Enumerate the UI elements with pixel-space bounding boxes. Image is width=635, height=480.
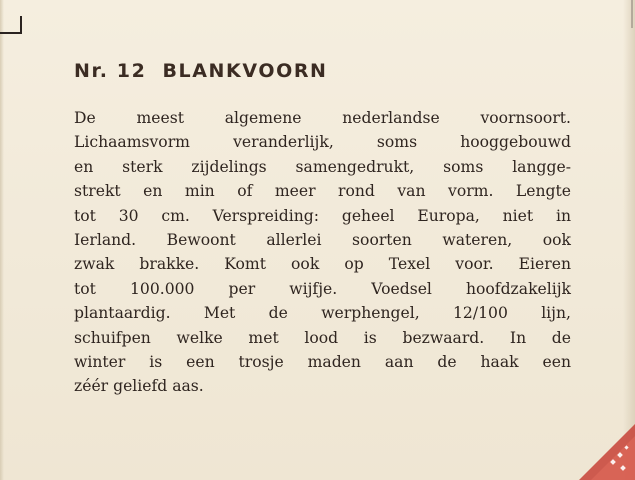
crop-mark-vertical: [20, 16, 22, 33]
description-line: plantaardig. Met de werphengel, 12/100 lijn,: [74, 304, 571, 323]
card-heading: [74, 60, 328, 82]
description-line: winter is een trosje maden aan de haak een: [74, 353, 571, 372]
description-line: Ierland. Bewoont allerlei soorten wateren, ook: [74, 231, 571, 250]
crop-mark-right: [631, 0, 633, 28]
description-line: tot 100.000 per wijfje. Voedsel hoofdzakelijk: [74, 279, 571, 298]
description-line: zéér geliefd aas.: [74, 377, 204, 396]
corner-watermark-icon: [571, 416, 635, 480]
species-description: [74, 106, 571, 399]
description-line: tot 30 cm. Verspreiding: geheel Europa, niet in: [74, 206, 571, 225]
description-line: Lichaamsvorm veranderlijk, soms hooggebouwd: [74, 133, 571, 152]
species-name: BLANKVOORN: [162, 60, 328, 82]
description-line: schuifpen welke met lood is bezwaard. In de: [74, 328, 571, 347]
description-line: strekt en min of meer rond van vorm. Lengte: [74, 182, 571, 201]
description-line: zwak brakke. Komt ook op Texel voor. Eieren: [74, 255, 571, 274]
card-number: Nr. 12: [74, 60, 147, 82]
card-left-edge: [0, 0, 4, 480]
description-line: en sterk zijdelings samengedrukt, soms langge-: [74, 157, 571, 176]
card-right-edge: [623, 0, 635, 480]
crop-mark-horizontal: [0, 32, 22, 34]
description-line: De meest algemene nederlandse voornsoort.: [74, 109, 571, 127]
